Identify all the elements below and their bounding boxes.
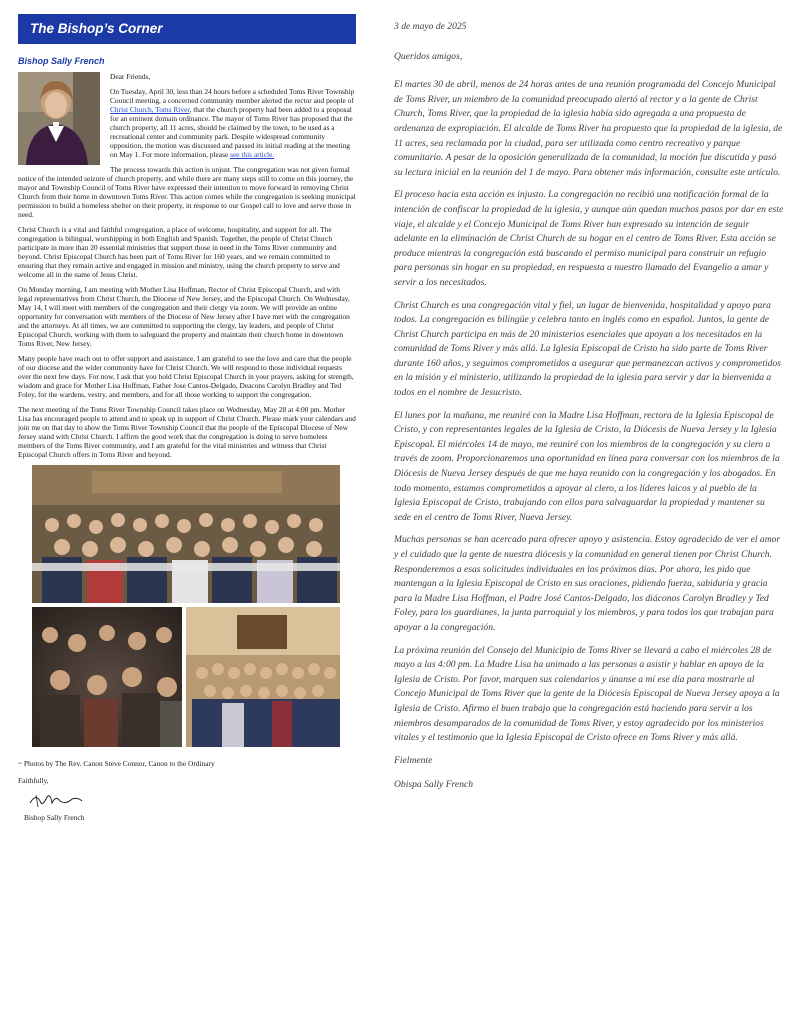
bishops-corner-banner: The Bishop’s Corner [18,14,356,44]
spanish-paragraph-6: La próxima reunión del Consejo del Municipio de Toms River se llevará a cabo el miércoles 28 de mayo a las 4:00 pm. La Madre Lisa ha animado a las personas a asistir y hablar en apoyo de la Iglesia de Cristo. Por favor, marquen sus calendarios y únanse a mí ese día para mostrarle al Concejo Municipal de Toms River que la gente de la Diócesis Episcopal de Nueva Jersey apoya a la Iglesia de Cristo. Afirmo el buen trabajo que la congregación está haciendo para servir a los miembros desamparados de la comunidad de Toms River, y estoy agradecido por los ministerios vitales y el testimonio que la Iglesia Episcopal de Cristo ofrece en Toms River y más allá. [394,644,780,744]
see-article-link[interactable]: see this article. [230,150,275,159]
spanish-paragraph-5: Muchas personas se han acercado para ofrecer apoyo y asistencia. Estoy agradecido de ver el amor y el cuidado que la gente de nuestra diócesis y la comunidad en general tienen por Christ Church. Responderemos a esas solicitudes individuales en los próximos días. Por ahora, les pido que mantengan a la Iglesia Episcopal de Cristo en sus oraciones, pidiendo fuerza, sabiduría y gracia para la Madre Lisa Hoffman, el Padre José Cantos-Delgado, los diáconos Carolyn Bradley y Ted Foley, para los guardianes, la junta parroquial y los miembros, y para todos los que trabajan para apoyar a la congregación. [394,534,781,633]
english-paragraph-5: Many people have reach out to offer support and assistance. I am grateful to see the love and care that the people of our diocese and the wider community have for Christ Church. We will respond to those individual requests over the next few days. For now, I ask that you hold Christ Episcopal Church in your prayers, asking for strength, wisdom and grace for Mother Lisa Hoffman, Father Jose Cantos-Delgado, Deacons Carolyn Bradley and Ted Foley, for the wardens, vestry, and members, and for all those working to support the congregation. [18,354,354,399]
photo-credit-caption: ~ Photos by The Rev. Canon Steve Connor, Canon to the Ordinary [18,759,215,768]
english-paragraph-4: On Monday morning, I am meeting with Mother Lisa Hoffman, Rector of Christ Episcopal Church, and with legal representatives from Christ Church, the Diocese of New Jersey, and the Episcopal Church. On Wednesday, May 14, I will meet with members of the congregation and their clergy via zoom. We will provide an online opportunity for conversation with members of the Diocese of New Jersey after I have met with the congregation and the attorneys. At all times, we are committed to supporting the clergy, lay leaders, and people of Christ Episcopal Church, working with them to safeguard the property and maintain their church home in downtown Toms River, New Jersey. [18,285,350,348]
spanish-paragraph-1: El martes 30 de abril, menos de 24 horas antes de una reunión programada del Concejo Municipal de Toms River, un miembro de la comunidad preocupado alertó al rector y a la gente de Christ Church, Toms River, que la propiedad de la iglesia había sido agregada a una propuesta de ordenanza de expropiación. El alcalde de Toms River ha propuesto que la propiedad de la iglesia, de 11 acres, sea reclamada por la ciudad, para ser utilizada como centro recreativo y parque comunitario. A pesar de la oposición generalizada de la comunidad, la moción fue discutida y pasó su lectura inicial en la reunión del 1 de mayo. Para obtener más información, consulte este artículo. [394,79,783,178]
author-byline: Bishop Sally French [18,56,105,66]
english-paragraph-1: On Tuesday, April 30, less than 24 hours before a scheduled Toms River Township Council meeting, a concerned community member alerted the rector and people of Christ Church, Toms River, that the church property had been added to a proposal for an eminent domain ordinance. The mayor of Toms River has proposed that the church property, all 11 acres, should be claimed by the town, to be used as a recreational center and community park. Despite widespread community opposition, the motion was discussed and passed its initial reading at the meeting on May 1. For more information, please see this article. [110,87,355,159]
english-salutation: Dear Friends, [110,72,151,81]
spanish-salutation: Queridos amigos, [394,50,463,62]
spanish-column [394,20,784,801]
congregation-photos [32,465,340,752]
handwritten-signature [26,789,86,811]
english-paragraph-6: The next meeting of the Toms River Township Council takes place on Wednesday, May 28 at 4:00 pm. Mother Lisa has encouraged people to attend and to speak up in support of Christ Church. Please mark your calendars and join me on that day to show the Toms River Township Council that the people of the Episcopal Diocese of New Jersey stand with Christ Church. I affirm the good work that the congregation is doing to serve homeless members of the Toms River community, and I am grateful for the vital ministries and witness that Christ Episcopal Church offers in Toms River and beyond. [18,405,356,459]
spanish-paragraph-3: Christ Church es una congregación vital y fiel, un lugar de bienvenida, hospitalidad y apoyo para todos. La congregación es bilingüe y celebra tanto en inglés como en español. Juntos, la gente de Christ Church participa en más de 20 ministerios esenciales que apoyan a los necesitados en la comunidad de Toms River y más allá. La Iglesia Episcopal de Cristo ha sido parte de Toms River durante 160 años, y seguimos comprometidos a asegurar que permanezcan activos y comprometidos en la misión y el ministerio, utilizando la propiedad de la iglesia para servir y dar la bienvenida a todos en el nombre de Jesucristo. [394,299,781,399]
spanish-paragraph-2: El proceso hacia esta acción es injusto. La congregación no recibió una notificación formal de la intención de confiscar la propiedad de la iglesia, y aunque aún quedan muchos pasos por dar en este viaje, el alcalde y el Concejo Municipal de Toms River han expresado su intención de seguir adelante en la eliminación de Christ Church de su hogar en el centro de Toms River. Esta acción se produce mientras la congregación está buscando el permiso municipal para construir un refugio para personas sin hogar en su propiedad, en respuesta a nuestro llamado del Evangelio a amar y servir a los necesitados. [394,189,784,288]
english-paragraph-2: The process towards this action is unjust. The congregation was not given formal notice of the intended seizure of church property, and while there are many steps still to come on this journey, the mayor and Township Council of Toms River have expressed their intention to move forward in removing Christ Church from their home in downtown Toms River. This action comes while the congregation is seeking municipal permission to build a homeless shelter on their property, in response to our Gospel call to love and serve those in need. [18,165,356,219]
english-signature-name: Bishop Sally French [24,813,85,822]
spanish-signature-name: Obispa Sally French [394,779,474,791]
spanish-paragraph-4: El lunes por la mañana, me reuniré con la Madre Lisa Hoffman, rectora de la Iglesia Episcopal de Cristo, y con representantes legales de la Iglesia de Cristo, la Diócesis de Nueva Jersey y la Iglesia Episcopal. El miércoles 14 de mayo, me reuniré con los miembros de la congregación y su clero a través de zoom. Proporcionaremos una oportunidad en línea para conversar con los miembros de la Diócesis de Nueva Jersey después de que me haya reunido con la congregación y los abogados. En todo momento, estamos comprometidos a apoyar al clero, a los líderes laicos y al pueblo de la Iglesia Episcopal de Cristo, trabajando con ellos para salvaguardar la propiedad y mantener su sede en el centro de Toms River, Nueva Jersey. [394,409,780,523]
christ-church-link[interactable]: Christ Church, Toms River [110,105,190,114]
english-signoff [18,776,356,822]
english-column [18,14,356,822]
english-closing: Faithfully, [18,776,49,785]
spanish-closing: Fielmente [394,754,433,766]
english-paragraph-3: Christ Church is a vital and faithful congregation, a place of welcome, hospitality, and support for all. The congregation is bilingual, worshipping in both English and Spanish. Together, the people of Christ Church participate in more than 20 essential ministries that support those in need in the Toms River community and beyond. Christ Episcopal Church has been part of Toms River for 160 years, and we remain committed to ensuring that they remain active and engaged in mission and ministry, using the church property to serve and welcome all in the name of Jesus Christ. [18,225,340,279]
spanish-date: 3 de mayo de 2025 [394,21,467,32]
bishop-portrait-photo [18,72,100,165]
